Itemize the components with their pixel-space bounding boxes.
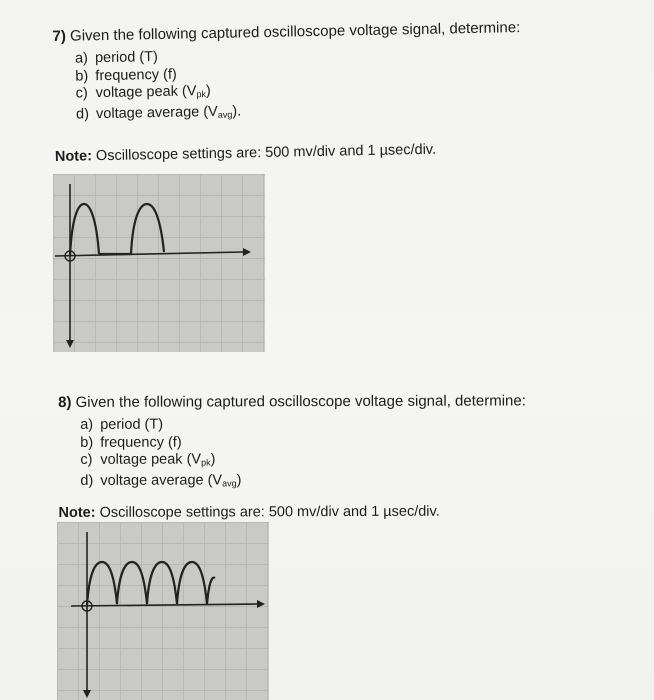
waveform-8 — [57, 522, 269, 700]
part-b — [80, 433, 526, 452]
oscilloscope-screen-7 — [53, 174, 265, 352]
part-text: period (T) — [94, 48, 159, 67]
part-text: frequency (f) — [95, 66, 177, 84]
question-7-parts — [75, 42, 522, 127]
note-text: Oscilloscope settings are: 500 mv/div and 1 µsec/div. — [99, 503, 440, 521]
question-8-note — [58, 503, 526, 521]
part-text-end: ) — [205, 82, 211, 100]
part-c — [80, 450, 526, 472]
question-8 — [58, 370, 526, 521]
part-text: period (T) — [100, 416, 164, 433]
part-text-end: ) — [236, 471, 242, 488]
part-letter: a) — [74, 50, 89, 67]
part-letter: c) — [75, 85, 88, 102]
part-text: voltage peak (V — [95, 83, 197, 102]
y-axis-arrow — [83, 690, 91, 698]
question-7 — [52, 0, 523, 165]
part-subscript: pk — [196, 89, 207, 100]
part-subscript: pk — [201, 457, 211, 468]
part-text: voltage average (V — [100, 471, 223, 489]
x-axis-arrow — [243, 248, 251, 256]
part-letter: a) — [80, 416, 94, 433]
part-d — [80, 471, 526, 493]
question-8-prompt — [58, 392, 526, 411]
half-wave-trace — [70, 204, 164, 256]
question-number: 7) — [52, 27, 67, 45]
x-axis-arrow — [257, 600, 265, 608]
note-text: Oscilloscope settings are: 500 mv/div and 1 µsec/div. — [95, 141, 437, 165]
part-letter: d) — [80, 472, 94, 489]
part-a — [80, 415, 526, 434]
note-label: Note: — [58, 504, 96, 521]
question-text: Given the following captured oscilloscope voltage signal, determine: — [75, 392, 526, 411]
question-7-prompt — [52, 19, 520, 45]
note-label: Note: — [54, 148, 93, 165]
part-subscript: avg — [217, 109, 233, 120]
question-number: 8) — [58, 393, 72, 411]
question-7-note — [55, 140, 523, 165]
part-letter: b) — [75, 67, 89, 85]
waveform-7 — [53, 174, 265, 352]
part-text: voltage average (V — [95, 103, 218, 122]
question-8-parts — [80, 415, 526, 493]
part-text: voltage peak (V — [100, 451, 202, 468]
y-axis-arrow — [66, 340, 74, 348]
part-letter: d) — [75, 105, 90, 123]
part-letter: c) — [80, 451, 93, 468]
part-text-end: ) — [210, 451, 216, 468]
full-wave-trace — [87, 562, 215, 606]
x-axis — [55, 252, 243, 256]
part-subscript: avg — [222, 477, 237, 488]
oscilloscope-screen-8 — [57, 522, 269, 700]
x-axis — [71, 604, 257, 606]
part-text-end: ). — [232, 102, 242, 120]
part-text: frequency (f) — [100, 434, 182, 451]
part-letter: b) — [80, 434, 94, 451]
question-text: Given the following captured oscilloscope voltage signal, determine: — [69, 19, 521, 45]
